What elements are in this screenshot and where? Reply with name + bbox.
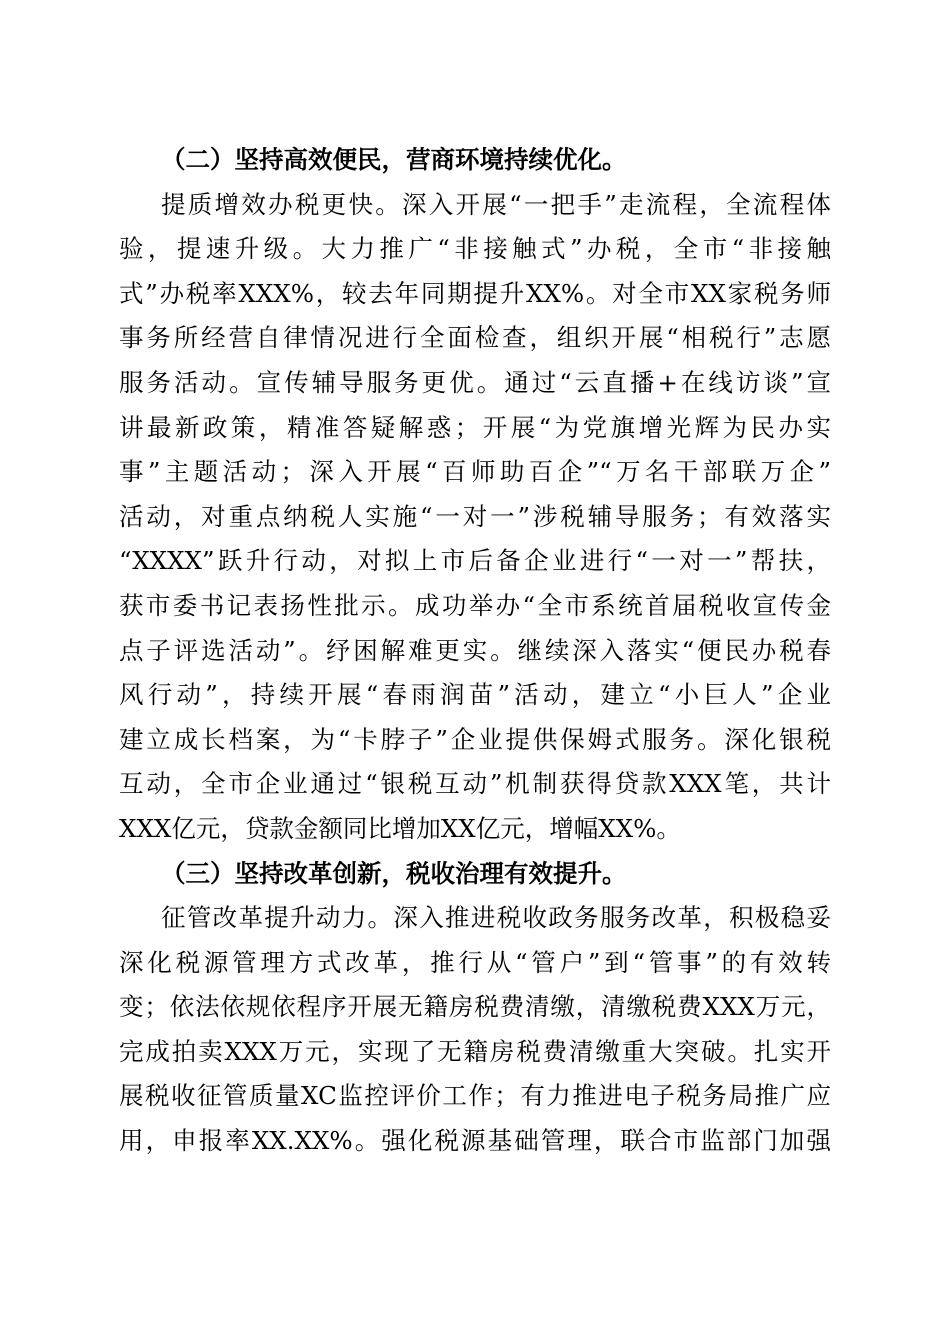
paragraph-line: 获市委书记表扬性批示。成功举办“全市系统首届税收宣传金 (119, 590, 831, 620)
paragraph-line: 验，提速升级。大力推广“非接触式”办税，全市“非接触 (119, 234, 831, 264)
paragraph-line: 事”主题活动；深入开展“百师助百企”“万名干部联万企” (119, 457, 831, 487)
paragraph-line: 完成拍卖XXX万元，实现了无籍房税费清缴重大突破。扎实开 (119, 1036, 831, 1066)
document-body (119, 138, 831, 1164)
paragraph-line: 征管改革提升动力。深入推进税收政务服务改革，积极稳妥 (161, 903, 831, 933)
paragraph-line: 讲最新政策，精准答疑解惑；开展“为党旗增光辉为民办实 (119, 412, 831, 442)
paragraph-line: 建立成长档案，为“卡脖子”企业提供保姆式服务。深化银税 (119, 724, 831, 754)
paragraph-line: 点子评选活动”。纾困解难更实。继续深入落实“便民办税春 (119, 635, 831, 665)
section-2-heading: （二）坚持高效便民，营商环境持续优化。 (161, 145, 627, 174)
paragraph-line: 深化税源管理方式改革，推行从“管户”到“管事”的有效转 (119, 947, 831, 977)
paragraph-line: 互动，全市企业通过“银税互动”机制获得贷款XXX笔，共计 (119, 769, 831, 799)
section-3-heading: （三）坚持改革创新，税收治理有效提升。 (161, 858, 627, 888)
paragraph-line: 事务所经营自律情况进行全面检查，组织开展“相税行”志愿 (119, 323, 831, 353)
paragraph-line-last: XXX亿元，贷款金额同比增加XX亿元，增幅XX%。 (119, 813, 681, 843)
paragraph-line: 风行动”，持续开展“春雨润苗”活动，建立“小巨人”企业 (119, 680, 831, 710)
paragraph-line: 展税收征管质量XC监控评价工作；有力推进电子税务局推广应 (119, 1081, 831, 1111)
paragraph-line: 式”办税率XXX%，较去年同期提升XX%。对全市XX家税务师 (119, 278, 831, 308)
paragraph-line: “XXXX”跃升行动，对拟上市后备企业进行“一对一”帮扶， (119, 546, 831, 576)
paragraph-line: 变；依法依规依程序开展无籍房税费清缴，清缴税费XXX万元， (119, 992, 831, 1022)
paragraph-line: 服务活动。宣传辅导服务更优。通过“云直播+在线访谈”宣 (119, 367, 831, 397)
paragraph-line: 活动，对重点纳税人实施“一对一”涉税辅导服务；有效落实 (119, 501, 831, 531)
paragraph-line: 用，申报率XX.XX%。强化税源基础管理，联合市监部门加强 (119, 1126, 831, 1156)
paragraph-line: 提质增效办税更快。深入开展“一把手”走流程，全流程体 (161, 189, 831, 219)
